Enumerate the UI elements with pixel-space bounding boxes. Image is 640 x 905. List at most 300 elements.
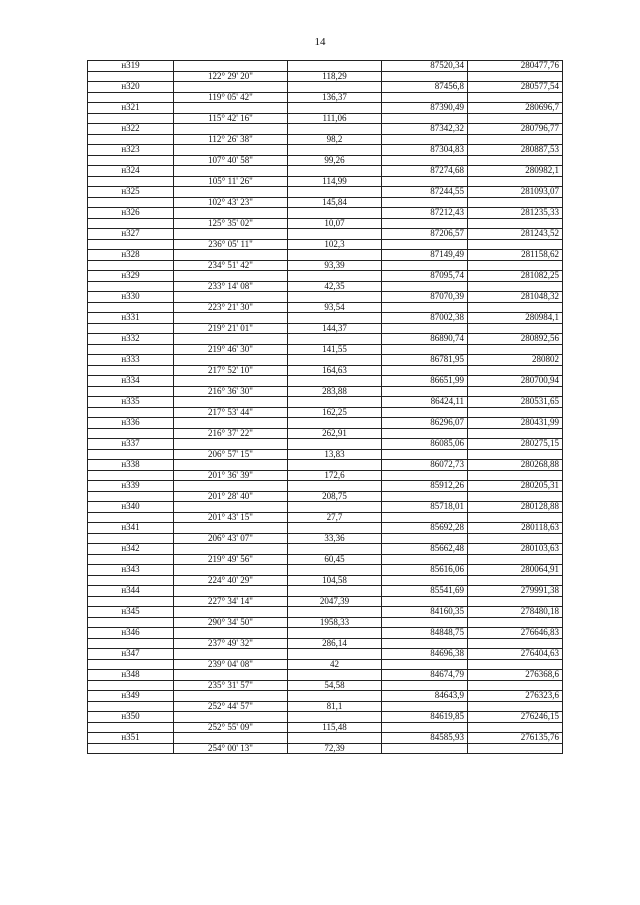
empty-cell <box>468 260 563 271</box>
point-y-coordinate: 280531,65 <box>468 397 563 408</box>
point-y-coordinate: 279991,38 <box>468 586 563 597</box>
point-x-coordinate: 85541,69 <box>382 586 468 597</box>
point-row <box>88 418 563 429</box>
empty-cell <box>382 176 468 187</box>
empty-cell <box>174 586 288 597</box>
point-y-coordinate: 278480,18 <box>468 607 563 618</box>
empty-cell <box>382 722 468 733</box>
segment-angle: 219° 21' 01" <box>174 323 288 334</box>
point-x-coordinate: 84674,79 <box>382 670 468 681</box>
segment-distance: 262,91 <box>288 428 382 439</box>
empty-cell <box>288 502 382 513</box>
segment-distance: 1958,33 <box>288 617 382 628</box>
point-x-coordinate: 86781,95 <box>382 355 468 366</box>
segment-angle: 216° 37' 22" <box>174 428 288 439</box>
segment-distance: 286,14 <box>288 638 382 649</box>
empty-cell <box>382 155 468 166</box>
point-row <box>88 271 563 282</box>
empty-cell <box>174 397 288 408</box>
empty-cell <box>382 197 468 208</box>
empty-cell <box>88 638 174 649</box>
empty-cell <box>88 92 174 103</box>
empty-cell <box>468 365 563 376</box>
point-row <box>88 61 563 72</box>
point-x-coordinate: 86072,73 <box>382 460 468 471</box>
point-row <box>88 229 563 240</box>
segment-angle: 217° 53' 44" <box>174 407 288 418</box>
segment-distance: 102,3 <box>288 239 382 250</box>
point-id: н348 <box>88 670 174 681</box>
point-y-coordinate: 281235,33 <box>468 208 563 219</box>
point-x-coordinate: 87390,49 <box>382 103 468 114</box>
segment-angle: 254° 00' 13" <box>174 743 288 754</box>
point-y-coordinate: 280205,31 <box>468 481 563 492</box>
segment-angle: 122° 29' 20" <box>174 71 288 82</box>
empty-cell <box>88 659 174 670</box>
empty-cell <box>288 481 382 492</box>
empty-cell <box>174 103 288 114</box>
empty-cell <box>174 187 288 198</box>
segment-distance: 10,07 <box>288 218 382 229</box>
point-x-coordinate: 87070,39 <box>382 292 468 303</box>
point-row <box>88 208 563 219</box>
empty-cell <box>88 680 174 691</box>
empty-cell <box>174 523 288 534</box>
segment-row <box>88 113 563 124</box>
segment-distance: 111,06 <box>288 113 382 124</box>
point-x-coordinate: 85616,06 <box>382 565 468 576</box>
segment-row <box>88 596 563 607</box>
point-row <box>88 502 563 513</box>
empty-cell <box>174 313 288 324</box>
empty-cell <box>382 659 468 670</box>
segment-row <box>88 134 563 145</box>
empty-cell <box>382 638 468 649</box>
segment-angle: 125° 35' 02" <box>174 218 288 229</box>
empty-cell <box>174 481 288 492</box>
empty-cell <box>468 722 563 733</box>
segment-angle: 112° 26' 38" <box>174 134 288 145</box>
empty-cell <box>88 386 174 397</box>
point-x-coordinate: 87274,68 <box>382 166 468 177</box>
empty-cell <box>88 533 174 544</box>
point-y-coordinate: 281082,25 <box>468 271 563 282</box>
segment-row <box>88 449 563 460</box>
empty-cell <box>88 617 174 628</box>
point-row <box>88 376 563 387</box>
point-row <box>88 733 563 744</box>
empty-cell <box>88 428 174 439</box>
segment-angle: 252° 44' 57" <box>174 701 288 712</box>
segment-distance: 283,88 <box>288 386 382 397</box>
point-id: н324 <box>88 166 174 177</box>
empty-cell <box>288 82 382 93</box>
empty-cell <box>382 239 468 250</box>
segment-row <box>88 155 563 166</box>
point-id: н321 <box>88 103 174 114</box>
point-id: н326 <box>88 208 174 219</box>
segment-angle: 219° 49' 56" <box>174 554 288 565</box>
point-row <box>88 712 563 723</box>
point-id: н335 <box>88 397 174 408</box>
empty-cell <box>88 218 174 229</box>
point-y-coordinate: 280984,1 <box>468 313 563 324</box>
empty-cell <box>468 596 563 607</box>
point-y-coordinate: 280796,77 <box>468 124 563 135</box>
point-x-coordinate: 86424,11 <box>382 397 468 408</box>
segment-distance: 172,6 <box>288 470 382 481</box>
empty-cell <box>88 281 174 292</box>
segment-distance: 115,48 <box>288 722 382 733</box>
segment-row <box>88 491 563 502</box>
empty-cell <box>88 323 174 334</box>
empty-cell <box>468 575 563 586</box>
empty-cell <box>174 544 288 555</box>
point-y-coordinate: 276368,6 <box>468 670 563 681</box>
point-row <box>88 565 563 576</box>
empty-cell <box>88 554 174 565</box>
empty-cell <box>468 197 563 208</box>
empty-cell <box>88 596 174 607</box>
empty-cell <box>382 281 468 292</box>
point-row <box>88 691 563 702</box>
segment-distance: 104,58 <box>288 575 382 586</box>
coordinates-table <box>87 60 563 754</box>
point-y-coordinate: 281158,62 <box>468 250 563 261</box>
segment-angle: 105° 11' 26" <box>174 176 288 187</box>
point-y-coordinate: 280477,76 <box>468 61 563 72</box>
empty-cell <box>174 145 288 156</box>
empty-cell <box>468 71 563 82</box>
segment-row <box>88 302 563 313</box>
empty-cell <box>174 502 288 513</box>
point-id: н328 <box>88 250 174 261</box>
empty-cell <box>288 61 382 72</box>
empty-cell <box>468 92 563 103</box>
point-row <box>88 313 563 324</box>
empty-cell <box>382 701 468 712</box>
empty-cell <box>88 449 174 460</box>
point-id: н337 <box>88 439 174 450</box>
empty-cell <box>174 607 288 618</box>
empty-cell <box>382 365 468 376</box>
empty-cell <box>174 166 288 177</box>
segment-row <box>88 386 563 397</box>
empty-cell <box>174 355 288 366</box>
empty-cell <box>288 250 382 261</box>
segment-row <box>88 344 563 355</box>
segment-distance: 114,99 <box>288 176 382 187</box>
empty-cell <box>288 544 382 555</box>
empty-cell <box>88 491 174 502</box>
segment-distance: 42 <box>288 659 382 670</box>
segment-row <box>88 512 563 523</box>
empty-cell <box>468 239 563 250</box>
point-y-coordinate: 280802 <box>468 355 563 366</box>
point-y-coordinate: 276404,63 <box>468 649 563 660</box>
empty-cell <box>288 271 382 282</box>
empty-cell <box>288 229 382 240</box>
point-row <box>88 460 563 471</box>
segment-distance: 27,7 <box>288 512 382 523</box>
empty-cell <box>288 397 382 408</box>
segment-angle: 236° 05' 11" <box>174 239 288 250</box>
empty-cell <box>88 239 174 250</box>
empty-cell <box>288 334 382 345</box>
point-id: н338 <box>88 460 174 471</box>
empty-cell <box>468 113 563 124</box>
empty-cell <box>288 418 382 429</box>
segment-angle: 290° 34' 50" <box>174 617 288 628</box>
point-x-coordinate: 84643,9 <box>382 691 468 702</box>
empty-cell <box>468 302 563 313</box>
point-y-coordinate: 280696,7 <box>468 103 563 114</box>
empty-cell <box>468 554 563 565</box>
point-id: н323 <box>88 145 174 156</box>
empty-cell <box>88 134 174 145</box>
empty-cell <box>382 302 468 313</box>
empty-cell <box>382 575 468 586</box>
empty-cell <box>382 428 468 439</box>
segment-row <box>88 554 563 565</box>
empty-cell <box>88 176 174 187</box>
point-row <box>88 607 563 618</box>
segment-row <box>88 197 563 208</box>
point-row <box>88 187 563 198</box>
point-id: н350 <box>88 712 174 723</box>
empty-cell <box>382 554 468 565</box>
empty-cell <box>288 670 382 681</box>
point-x-coordinate: 87304,83 <box>382 145 468 156</box>
empty-cell <box>382 512 468 523</box>
empty-cell <box>468 617 563 628</box>
segment-angle: 223° 21' 30" <box>174 302 288 313</box>
segment-row <box>88 218 563 229</box>
point-y-coordinate: 276246,15 <box>468 712 563 723</box>
segment-row <box>88 260 563 271</box>
empty-cell <box>468 155 563 166</box>
empty-cell <box>88 512 174 523</box>
point-id: н322 <box>88 124 174 135</box>
point-y-coordinate: 280700,94 <box>468 376 563 387</box>
empty-cell <box>468 344 563 355</box>
empty-cell <box>288 565 382 576</box>
point-row <box>88 397 563 408</box>
empty-cell <box>468 491 563 502</box>
segment-distance: 145,84 <box>288 197 382 208</box>
point-id: н327 <box>88 229 174 240</box>
segment-row <box>88 617 563 628</box>
point-x-coordinate: 84696,38 <box>382 649 468 660</box>
point-id: н339 <box>88 481 174 492</box>
empty-cell <box>468 701 563 712</box>
point-x-coordinate: 85692,28 <box>382 523 468 534</box>
point-x-coordinate: 87095,74 <box>382 271 468 282</box>
point-x-coordinate: 84160,35 <box>382 607 468 618</box>
empty-cell <box>288 187 382 198</box>
point-x-coordinate: 85718,01 <box>382 502 468 513</box>
segment-distance: 99,26 <box>288 155 382 166</box>
segment-distance: 2047,39 <box>288 596 382 607</box>
empty-cell <box>288 712 382 723</box>
empty-cell <box>174 460 288 471</box>
segment-angle: 206° 57' 15" <box>174 449 288 460</box>
empty-cell <box>88 575 174 586</box>
empty-cell <box>468 386 563 397</box>
empty-cell <box>382 617 468 628</box>
empty-cell <box>468 449 563 460</box>
empty-cell <box>382 113 468 124</box>
point-row <box>88 250 563 261</box>
segment-angle: 224° 40' 29" <box>174 575 288 586</box>
point-row <box>88 649 563 660</box>
empty-cell <box>174 733 288 744</box>
empty-cell <box>174 82 288 93</box>
point-row <box>88 628 563 639</box>
segment-row <box>88 743 563 754</box>
empty-cell <box>88 302 174 313</box>
empty-cell <box>88 260 174 271</box>
segment-distance: 141,55 <box>288 344 382 355</box>
empty-cell <box>382 344 468 355</box>
segment-row <box>88 533 563 544</box>
empty-cell <box>382 134 468 145</box>
segment-distance: 54,58 <box>288 680 382 691</box>
empty-cell <box>468 281 563 292</box>
empty-cell <box>88 722 174 733</box>
point-x-coordinate: 87244,55 <box>382 187 468 198</box>
point-id: н332 <box>88 334 174 345</box>
empty-cell <box>382 218 468 229</box>
empty-cell <box>174 418 288 429</box>
segment-distance: 42,35 <box>288 281 382 292</box>
point-id: н320 <box>88 82 174 93</box>
point-x-coordinate: 87456,8 <box>382 82 468 93</box>
page-number: 14 <box>314 36 326 48</box>
point-row <box>88 586 563 597</box>
point-y-coordinate: 281093,07 <box>468 187 563 198</box>
point-row <box>88 439 563 450</box>
segment-row <box>88 638 563 649</box>
empty-cell <box>382 533 468 544</box>
point-id: н319 <box>88 61 174 72</box>
segment-distance: 144,37 <box>288 323 382 334</box>
empty-cell <box>468 659 563 670</box>
empty-cell <box>382 491 468 502</box>
point-x-coordinate: 87212,43 <box>382 208 468 219</box>
point-x-coordinate: 86890,74 <box>382 334 468 345</box>
empty-cell <box>288 313 382 324</box>
point-row <box>88 292 563 303</box>
empty-cell <box>288 376 382 387</box>
empty-cell <box>174 439 288 450</box>
segment-row <box>88 71 563 82</box>
empty-cell <box>174 649 288 660</box>
empty-cell <box>468 743 563 754</box>
empty-cell <box>174 61 288 72</box>
empty-cell <box>382 386 468 397</box>
point-id: н329 <box>88 271 174 282</box>
empty-cell <box>88 344 174 355</box>
point-id: н346 <box>88 628 174 639</box>
point-row <box>88 82 563 93</box>
segment-row <box>88 575 563 586</box>
point-x-coordinate: 84619,85 <box>382 712 468 723</box>
point-row <box>88 103 563 114</box>
empty-cell <box>88 113 174 124</box>
point-row <box>88 355 563 366</box>
empty-cell <box>288 145 382 156</box>
point-y-coordinate: 280431,99 <box>468 418 563 429</box>
empty-cell <box>468 323 563 334</box>
segment-distance: 164,63 <box>288 365 382 376</box>
empty-cell <box>288 208 382 219</box>
empty-cell <box>288 586 382 597</box>
segment-distance: 13,83 <box>288 449 382 460</box>
empty-cell <box>288 103 382 114</box>
segment-angle: 102° 43' 23" <box>174 197 288 208</box>
empty-cell <box>174 691 288 702</box>
empty-cell <box>288 607 382 618</box>
empty-cell <box>382 260 468 271</box>
empty-cell <box>288 166 382 177</box>
point-row <box>88 334 563 345</box>
segment-row <box>88 365 563 376</box>
segment-angle: 233° 14' 08" <box>174 281 288 292</box>
segment-angle: 235° 31' 57" <box>174 680 288 691</box>
point-x-coordinate: 85662,48 <box>382 544 468 555</box>
point-id: н331 <box>88 313 174 324</box>
empty-cell <box>468 407 563 418</box>
empty-cell <box>174 292 288 303</box>
point-row <box>88 670 563 681</box>
point-y-coordinate: 280118,63 <box>468 523 563 534</box>
segment-row <box>88 281 563 292</box>
empty-cell <box>468 218 563 229</box>
point-x-coordinate: 87520,34 <box>382 61 468 72</box>
point-y-coordinate: 280103,63 <box>468 544 563 555</box>
point-x-coordinate: 85912,26 <box>382 481 468 492</box>
point-y-coordinate: 280577,54 <box>468 82 563 93</box>
empty-cell <box>174 124 288 135</box>
empty-cell <box>382 470 468 481</box>
point-row <box>88 145 563 156</box>
segment-row <box>88 92 563 103</box>
point-x-coordinate: 87149,49 <box>382 250 468 261</box>
empty-cell <box>88 365 174 376</box>
point-x-coordinate: 84848,75 <box>382 628 468 639</box>
point-id: н325 <box>88 187 174 198</box>
point-y-coordinate: 280887,53 <box>468 145 563 156</box>
segment-angle: 237° 49' 32" <box>174 638 288 649</box>
segment-angle: 227° 34' 14" <box>174 596 288 607</box>
point-x-coordinate: 86296,07 <box>382 418 468 429</box>
point-row <box>88 124 563 135</box>
point-id: н343 <box>88 565 174 576</box>
segment-angle: 252° 55' 09" <box>174 722 288 733</box>
point-y-coordinate: 281243,52 <box>468 229 563 240</box>
segment-angle: 216° 36' 30" <box>174 386 288 397</box>
point-y-coordinate: 280128,88 <box>468 502 563 513</box>
point-id: н344 <box>88 586 174 597</box>
segment-row <box>88 407 563 418</box>
segment-distance: 98,2 <box>288 134 382 145</box>
segment-angle: 107° 40' 58" <box>174 155 288 166</box>
point-id: н340 <box>88 502 174 513</box>
point-x-coordinate: 87342,32 <box>382 124 468 135</box>
point-x-coordinate: 84585,93 <box>382 733 468 744</box>
segment-row <box>88 176 563 187</box>
